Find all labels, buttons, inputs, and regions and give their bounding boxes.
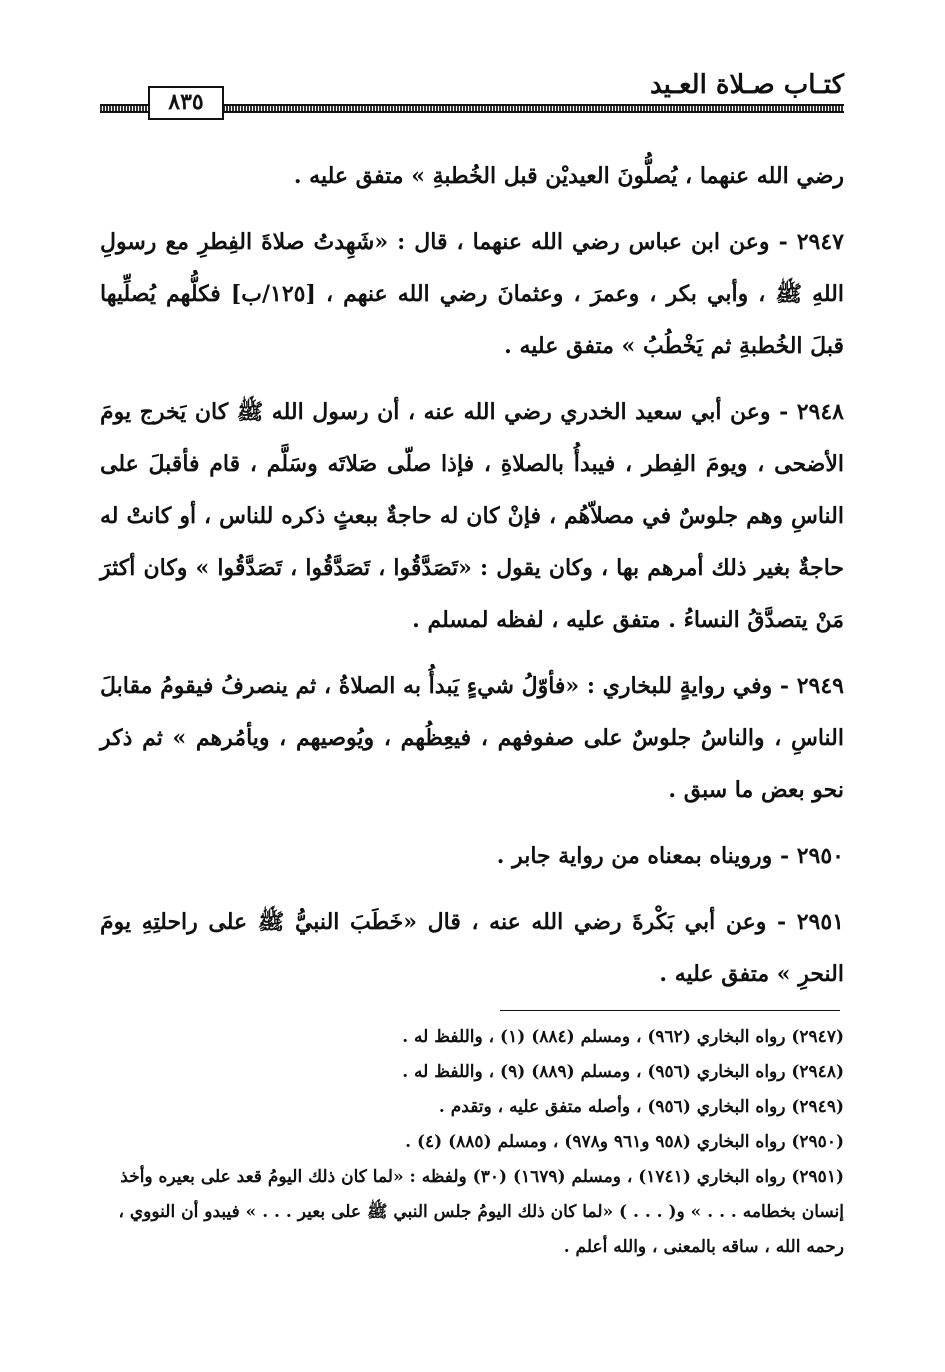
main-text [100,150,844,1014]
paragraph: ٢٩٤٨ - وعن أبي سعيد الخدري رضي الله عنه ، أن رسول الله ﷺ كان يَخرج يومَ الأضحى ، ويومَ الفِطر ، فيبدأُ بالصلاةِ ، فإذا صلّى صَلاتَه وسَلَّم ، قام فأقبلَ على الناسِ وهم جلوسٌ في مصلاّهُم ، فإنْ كان له حاجةٌ ببعثٍ ذكره للناس ، أو كانتْ له حاجةٌ بغير ذلك أمرهم بها ، وكان يقول : «تَصَدَّقُوا ، تَصَدَّقُوا ، تَصَدَّقُوا » وكان أكثرَ مَنْ يتصدَّقُ النساءُ . متفق عليه ، لفظه لمسلم . [100,399,844,633]
footnote: (٢٩٤٩) رواه البخاري (٩٥٦) ، وأصله متفق عليه ، وتقدم . [438,1097,844,1117]
paragraph: رضي الله عنهما ، يُصلُّونَ العيديْن قبل الخُطبةِ » متفق عليه . [293,163,844,189]
book-title: كتـاب صـلاة العـيد [642,70,844,100]
paragraph: ٢٩٥١ - وعن أبي بَكْرةَ رضي الله عنه ، قال «خَطَبَ النبيُّ ﷺ على راحلتِهِ يومَ النحرِ » متفق عليه . [100,909,844,987]
footnotes [100,1020,844,1265]
footnote: (٢٩٤٧) رواه البخاري (٩٦٢) ، ومسلم (٨٨٤) (١) ، واللفظ له . [402,1027,844,1047]
footnote: (٢٩٥١) رواه البخاري (١٧٤١) ، ومسلم (١٦٧٩) (٣٠) ولفظه : «لما كان ذلك اليومُ قعد على بعيره وأخذ إنسان بخطامه . . . » و( . . . ) «لما كان ذلك اليومُ جلس النبي ﷺ على بعير . . . » فيبدو أن النووي ، رحمه الله ، ساقه بالمعنى ، والله أعلم . [118,1167,844,1257]
paragraph: ٢٩٥٠ - ورويناه بمعناه من رواية جابر . [496,843,844,869]
footnote-divider [500,1010,840,1011]
page-header [100,72,844,118]
paragraph: ٢٩٤٩ - وفي روايةٍ للبخاري : «فأوّلُ شيءٍ يَبدأُ به الصلاةُ ، ثم ينصرفُ فيقومُ مقابلَ الناسِ ، والناسُ جلوسٌ على صفوفهم ، فيعِظُهم ، ويُوصيهم ، ويأمُرهم » ثم ذكر نحو بعض ما سبق . [100,673,844,803]
footnote: (٢٩٤٨) رواه البخاري (٩٥٦) ، ومسلم (٨٨٩) (٩) ، واللفظ له . [402,1062,844,1082]
footnote: (٢٩٥٠) رواه البخاري (٩٥٨ و٩٦١ و٩٧٨) ، ومسلم (٨٨٥) (٤) . [405,1132,844,1152]
page-number: ٨٣٥ [148,86,224,120]
paragraph: ٢٩٤٧ - وعن ابن عباس رضي الله عنهما ، قال : «شَهِدتُ صلاةَ الفِطرِ مع رسولِ اللهِ ﷺ ، وأبي بكر ، وعمرَ ، وعثمانَ رضي الله عنهم ، [١٢٥/ب] فكلُّهم يُصلِّيها قبلَ الخُطبةِ ثم يَخْطُبُ » متفق عليه . [100,229,845,359]
